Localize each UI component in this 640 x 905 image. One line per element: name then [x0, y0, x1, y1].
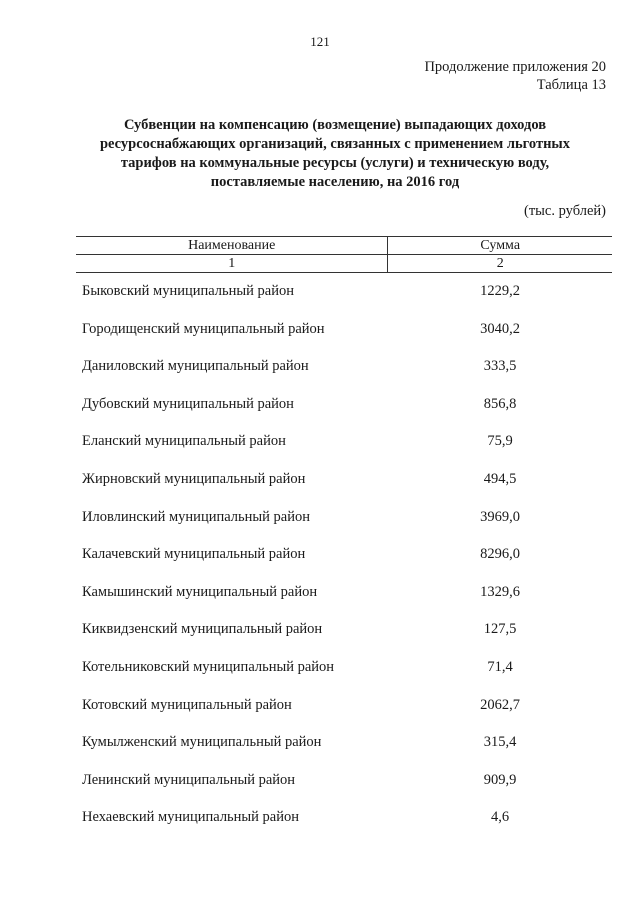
title-line: поставляемые населению, на 2016 год — [210, 174, 460, 190]
units-label: (тыс. рублей) — [524, 203, 606, 219]
district-name: Жирновский муниципальный район — [82, 470, 306, 487]
table-row — [82, 618, 612, 656]
district-name: Иловлинский муниципальный район — [82, 508, 310, 525]
district-name: Дубовский муниципальный район — [82, 395, 294, 412]
table-row — [82, 543, 612, 581]
table-row — [82, 506, 612, 544]
district-sum: 909,9 — [483, 771, 517, 788]
title-line: ресурсоснабжающих организаций, связанных с применением льготных — [99, 136, 571, 152]
table-row — [82, 393, 612, 431]
appendix-note: Продолжение приложения 20 — [424, 59, 606, 75]
header-table — [76, 236, 612, 273]
district-name: Киквидзенский муниципальный район — [82, 621, 323, 638]
district-sum: 3040,2 — [480, 320, 520, 337]
district-name: Даниловский муниципальный район — [82, 358, 309, 375]
district-name: Кумылженский муниципальный район — [82, 734, 322, 751]
table-row — [82, 468, 612, 506]
district-sum: 1229,2 — [480, 283, 520, 299]
table-row — [82, 694, 612, 732]
district-name: Котовский муниципальный район — [82, 696, 292, 713]
column-number-name: 1 — [76, 255, 388, 273]
table-row — [82, 731, 612, 769]
table-header — [76, 236, 612, 273]
district-name: Камышинский муниципальный район — [82, 583, 318, 600]
table-row — [82, 581, 612, 619]
district-sum: 71,4 — [487, 658, 513, 675]
district-name: Калачевский муниципальный район — [82, 546, 306, 563]
appendix-header — [424, 58, 606, 94]
district-name: Городищенский муниципальный район — [82, 320, 325, 337]
header-sum: Сумма — [388, 237, 612, 255]
district-sum: 315,4 — [483, 734, 517, 751]
table-row — [82, 280, 612, 318]
district-name: Быковский муниципальный район — [82, 283, 294, 299]
column-number-sum: 2 — [388, 255, 612, 273]
district-name: Еланский муниципальный район — [82, 433, 286, 450]
district-sum: 856,8 — [483, 395, 517, 412]
district-sum: 2062,7 — [480, 696, 520, 713]
district-sum: 4,6 — [490, 809, 510, 826]
district-sum: 8296,0 — [480, 546, 520, 563]
table-row — [82, 769, 612, 807]
title-line: тарифов на коммунальные ресурсы (услуги) и техническую воду, — [120, 155, 550, 171]
table-row — [82, 656, 612, 694]
district-sum: 1329,6 — [480, 583, 520, 600]
district-sum: 127,5 — [483, 621, 517, 638]
table-body — [82, 280, 612, 844]
district-sum: 333,5 — [483, 358, 517, 375]
table-row — [82, 355, 612, 393]
table-row — [82, 806, 612, 844]
district-name: Нехаевский муниципальный район — [82, 809, 300, 826]
page-number: 121 — [310, 34, 330, 49]
title-line: Субвенции на компенсацию (возмещение) выпадающих доходов — [123, 117, 547, 133]
district-sum: 494,5 — [483, 470, 517, 487]
header-name: Наименование — [76, 237, 388, 255]
table-row — [82, 430, 612, 468]
table-row — [82, 318, 612, 356]
header-row — [76, 237, 612, 255]
district-name: Ленинский муниципальный район — [82, 771, 296, 788]
column-number-row — [76, 255, 612, 273]
district-sum: 3969,0 — [480, 508, 520, 525]
district-name: Котельниковский муниципальный район — [82, 658, 335, 675]
district-sum: 75,9 — [487, 433, 513, 450]
table-label: Таблица 13 — [536, 77, 606, 93]
document-title — [70, 116, 600, 192]
